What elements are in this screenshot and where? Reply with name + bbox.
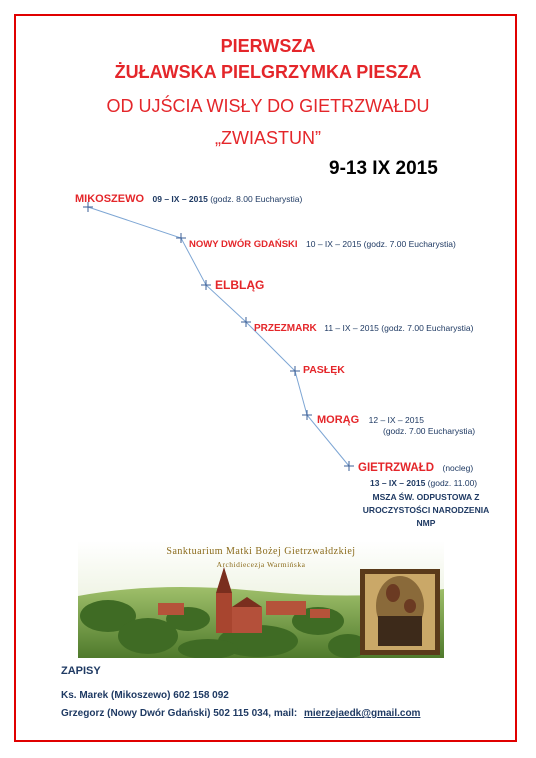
stop-elblag: ELBLĄG	[215, 278, 265, 292]
mass-line-1: MSZA ŚW. ODPUSTOWA Z	[372, 492, 480, 502]
stop-paslek: PASŁĘK	[303, 364, 345, 376]
stop-przezmark	[254, 318, 473, 336]
stop-gietrzwald	[358, 458, 473, 476]
stop-name: NOWY DWÓR GDAŃSKI	[189, 239, 298, 250]
stop-name: PRZEZMARK	[254, 323, 317, 334]
stop-info: (godz. 7.00 Eucharystia)	[363, 239, 456, 249]
contacts-heading: ZAPISY	[61, 665, 101, 677]
mass-line-3: NMP	[416, 518, 436, 528]
title-line-4: „ZWIASTUN”	[215, 128, 321, 148]
email-link[interactable]: mierzejaedk@gmail.com	[303, 708, 421, 719]
sanctuary-banner	[78, 541, 444, 658]
stop-name: MIKOSZEWO	[75, 193, 145, 205]
stop-gietrzwald-date: 13 – IX – 2015 (godz. 11.00)	[370, 478, 478, 488]
stop-mikoszewo	[75, 189, 302, 207]
stop-morag-info: (godz. 7.00 Eucharystia)	[383, 426, 476, 436]
contact-grzegorz: Grzegorz (Nowy Dwór Gdański) 502 115 034, mail: mierzejaedk@gmail.com	[61, 708, 421, 719]
stop-info: (godz. 8.00 Eucharystia)	[210, 194, 303, 204]
stop-name: GIETRZWAŁD	[358, 462, 435, 474]
contact-marek: Ks. Marek (Mikoszewo) 602 158 092	[61, 690, 229, 701]
stop-date: 09 – IX – 2015	[152, 194, 208, 204]
banner-title: Sanktuarium Matki Bożej Gietrzwałdzkiej	[166, 546, 356, 557]
stop-name: MORĄG	[317, 414, 360, 426]
stop-date: 12 – IX – 2015	[368, 415, 424, 425]
mass-line-2: UROCZYSTOŚCI NARODZENIA	[362, 505, 490, 515]
title-line-1: PIERWSZA	[220, 36, 316, 56]
banner-subtitle: Archidiecezja Warmińska	[216, 560, 306, 569]
event-dates: 9-13 IX 2015	[329, 158, 438, 179]
stop-note: (nocleg)	[442, 463, 474, 473]
title-line-2: ŻUŁAWSKA PIELGRZYMKA PIESZA	[114, 62, 422, 82]
route-marker-2	[176, 233, 186, 243]
stop-date: 11 – IX – 2015	[324, 323, 379, 333]
stop-info: (godz. 7.00 Eucharystia)	[381, 323, 474, 333]
madonna-icon	[360, 569, 440, 655]
stop-date: 10 – IX – 2015	[306, 239, 362, 249]
title-line-3: OD UJŚCIA WISŁY DO GIETRZWAŁDU	[106, 96, 430, 116]
stop-nowy-dwor	[189, 234, 456, 252]
